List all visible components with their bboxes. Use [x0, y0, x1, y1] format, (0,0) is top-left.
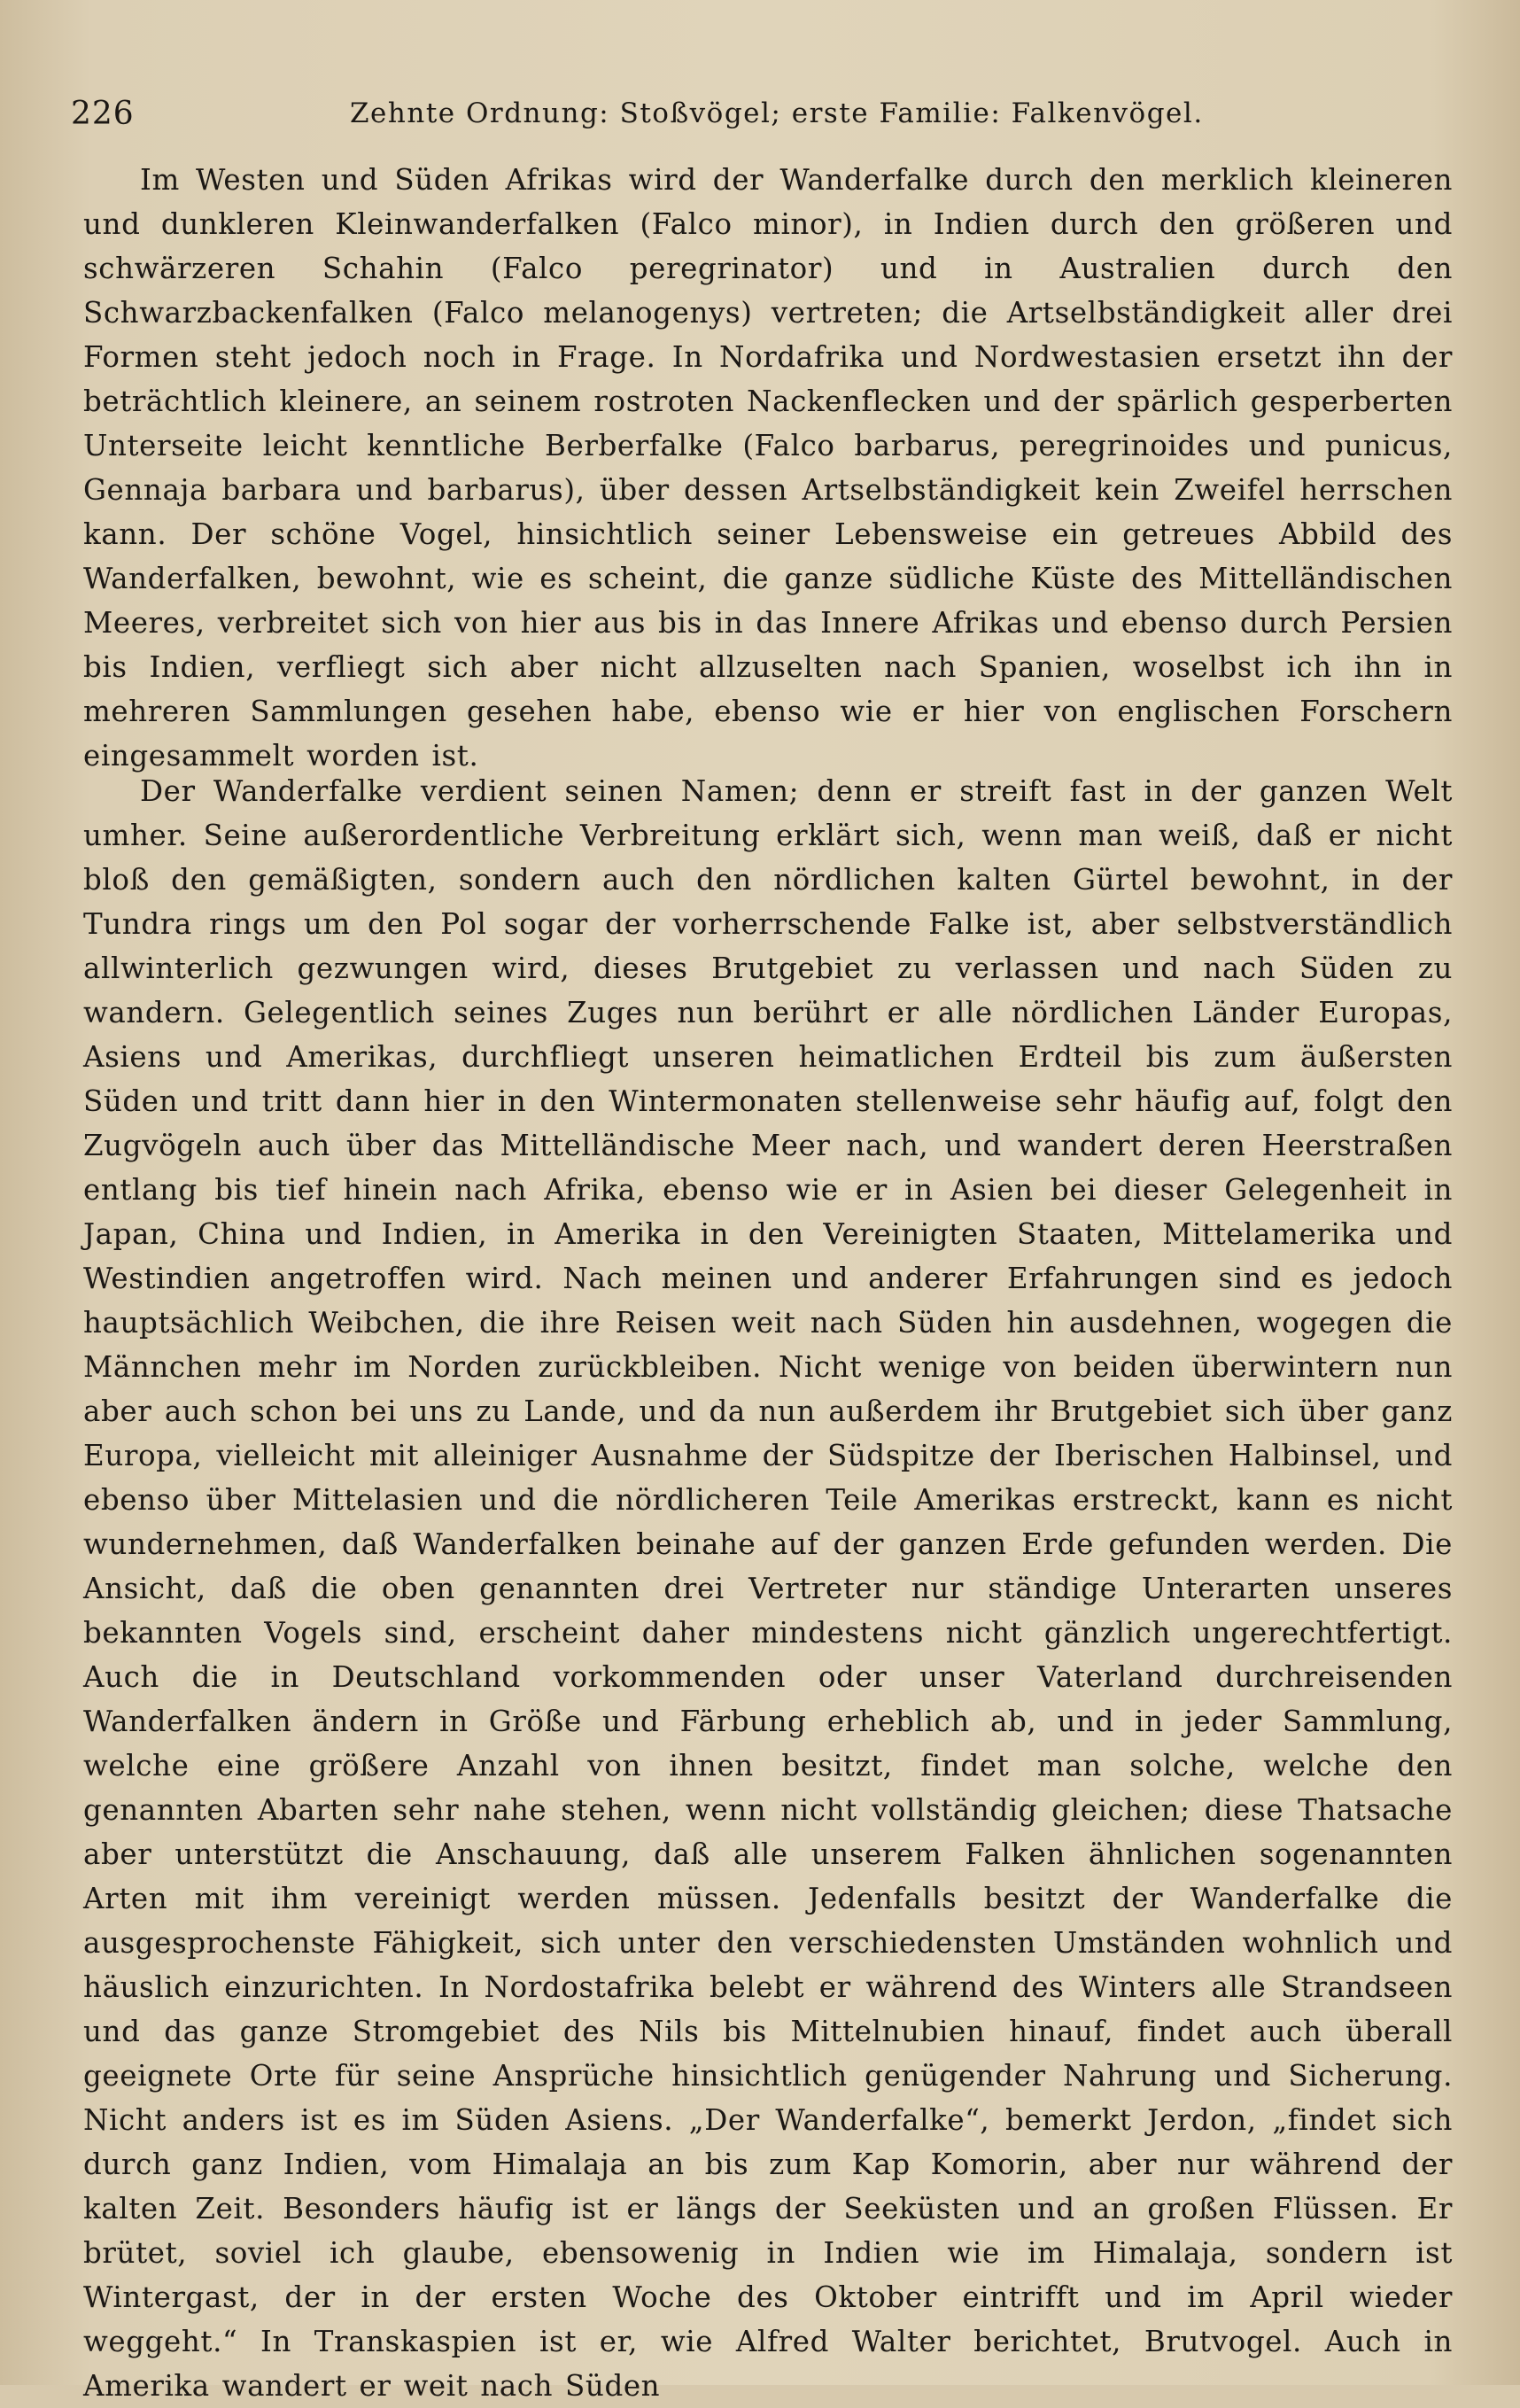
- running-head: Zehnte Ordnung: Stoßvögel; erste Familie: Falkenvögel.: [350, 97, 1204, 129]
- paragraph-2: Der Wanderfalke verdient seinen Namen; denn er streift fast in der ganzen Welt umher. Seine außerordentliche Verbreitung erklärt sich, wenn man weiß, daß er nicht bloß den gemäßigten, sondern auch den nördlichen kalten Gürtel bewohnt, in der Tundra rings um den Pol sogar der vorherrschende Falke ist, aber selbstverständlich allwinterlich gezwungen wird, dieses Brutgebiet zu verlassen und nach Süden zu wandern. Gelegentlich seines Zuges nun berührt er alle nördlichen Länder Europas, Asiens und Amerikas, durchfliegt unseren heimatlichen Erdteil bis zum äußersten Süden und tritt dann hier in den Wintermonaten stellenweise sehr häufig auf, folgt den Zugvögeln auch über das Mittelländische Meer nach, und wandert deren Heerstraßen entlang bis tief hinein nach Afrika, ebenso wie er in Asien bei dieser Gelegenheit in Japan, China und Indien, in Amerika in den Vereinigten Staaten, Mittelamerika und Westindien angetroffen wird. Nach meinen und anderer Erfahrungen sind es jedoch hauptsächlich Weibchen, die ihre Reisen weit nach Süden hin ausdehnen, wogegen die Männchen mehr im Norden zurückbleiben. Nicht wenige von beiden überwintern nun aber auch schon bei uns zu Lande, und da nun außerdem ihr Brutgebiet sich über ganz Europa, vielleicht mit alleiniger Ausnahme der Südspitze der Iberischen Halbinsel, und ebenso über Mittelasien und die nördlicheren Teile Amerikas erstreckt, kann es nicht wundernehmen, daß Wanderfalken beinahe auf der ganzen Erde gefunden werden. Die Ansicht, daß die oben genannten drei Vertreter nur ständige Unterarten unseres bekannten Vogels sind, erscheint daher mindestens nicht gänzlich ungerechtfertigt. Auch die in Deutschland vorkommenden oder unser Vaterland durchreisenden Wanderfalken ändern in Größe und Färbung erheblich ab, und in jeder Sammlung, welche eine größere Anzahl von ihnen besitzt, findet man solche, welche den genannten Abarten sehr nahe stehen, wenn nicht vollständig gleichen; diese Thatsache aber unterstützt die Anschauung, daß alle unserem Falken ähnlichen sogenannten Arten mit ihm vereinigt werden müssen. Jedenfalls besitzt der Wanderfalke die ausgesprochenste Fähigkeit, sich unter den verschiedensten Umständen wohnlich und häuslich einzurichten. In Nordostafrika belebt er während des Winters alle Strandseen und das ganze Stromgebiet des Nils bis Mittelnubien hinauf, findet auch überall geeignete Orte für seine Ansprüche hinsichtlich genügender Nahrung und Sicherung. Nicht anders ist es im Süden Asiens. „Der Wanderfalke“, bemerkt Jerdon, „findet sich durch ganz Indien, vom Himalaja an bis zum Kap Komorin, aber nur während der kalten Zeit. Besonders häufig ist er längs der Seeküsten und an großen Flüssen. Er brütet, soviel ich glaube, ebensowenig in Indien wie im Himalaja, sondern ist Wintergast, der in der ersten Woche des Oktober eintrifft und im April wieder weggeht.“ In Transkaspien ist er, wie Alfred Walter berichtet, Brutvogel. Auch in Amerika wandert er weit nach Süden: [83, 774, 1453, 2403]
- page-number: 226: [71, 96, 135, 132]
- paragraph-1: Im Westen und Süden Afrikas wird der Wanderfalke durch den merklich kleineren und dunkleren Kleinwanderfalken (Falco minor), in Indien durch den größeren und schwärzeren Schahin (Falco peregrinator) und in Australien durch den Schwarzbackenfalken (Falco melanogenys) vertreten; die Artselbständigkeit aller drei Formen steht jedoch noch in Frage. In Nordafrika und Nordwestasien ersetzt ihn der beträchtlich kleinere, an seinem rostroten Nackenflecken und der spärlich gesperberten Unterseite leicht kenntliche Berberfalke (Falco barbarus, peregrinoides und punicus, Gennaja barbara und barbarus), über dessen Artselbständigkeit kein Zweifel herrschen kann. Der schöne Vogel, hinsichtlich seiner Lebensweise ein getreues Abbild des Wanderfalken, bewohnt, wie es scheint, die ganze südliche Küste des Mittelländischen Meeres, verbreitet sich von hier aus bis in das Innere Afrikas und ebenso durch Persien bis Indien, verfliegt sich aber nicht allzuselten nach Spanien, woselbst ich ihn in mehreren Sammlungen gesehen habe, ebenso wie er hier von englischen Forschern eingesammelt worden ist.: [83, 163, 1453, 773]
